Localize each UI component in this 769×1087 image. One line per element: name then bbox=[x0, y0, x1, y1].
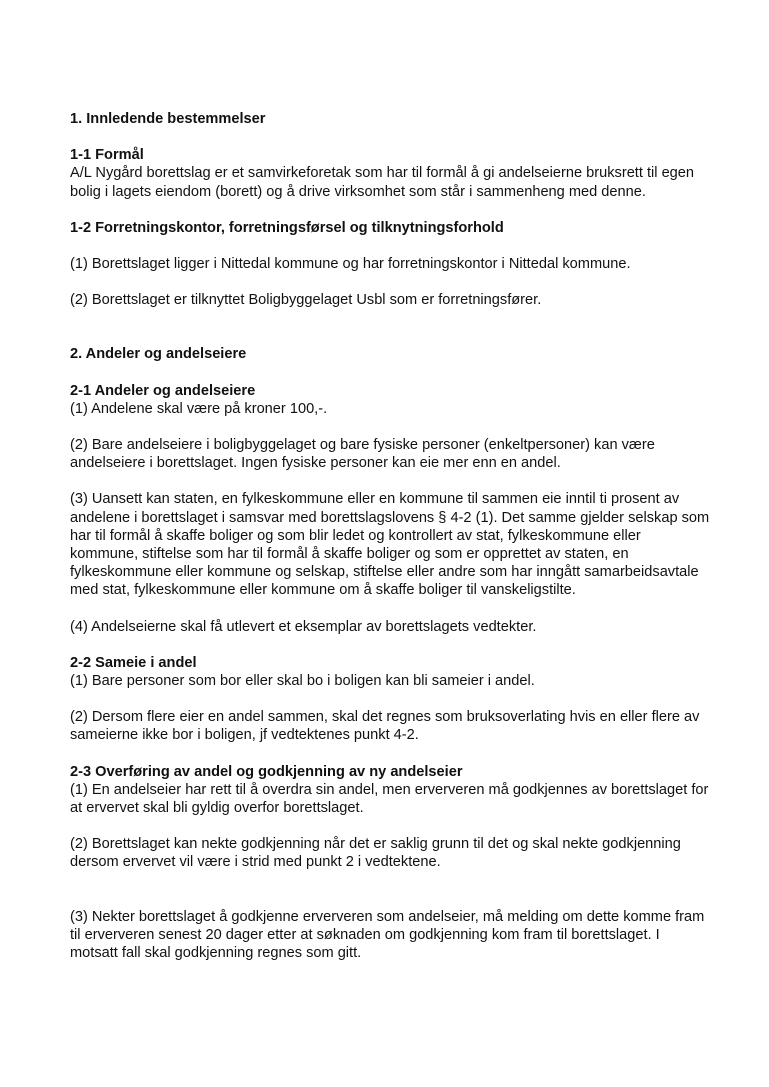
section-1-2-title: 1-2 Forretningskontor, forretningsførsel og tilknytningsforhold bbox=[70, 219, 504, 236]
section-2-2-paragraph-1: (1) Bare personer som bor eller skal bo i boligen kan bli sameier i andel. bbox=[70, 673, 535, 690]
section-1-heading: 1. Innledende bestemmelser bbox=[70, 111, 266, 127]
section-2-2-title: 2-2 Sameie i andel bbox=[70, 654, 197, 671]
section-1-1-paragraph-1: A/L Nygård borettslag er et samvirkeforetak som har til formål å gi andelseierne bruksrett til egen bolig i lagets eiendom (borett) og å drive virksomhet som står i sammenheng med denne. bbox=[70, 165, 695, 200]
section-1-1-title: 1-1 Formål bbox=[70, 147, 144, 164]
section-2-3-paragraph-1: (1) En andelseier har rett til å overdra sin andel, men erververen må godkjennes av borettslaget for at ervervet skal bli gyldig overfor borettslaget. bbox=[70, 781, 709, 817]
section-2-1-paragraph-3: (3) Uansett kan staten, en fylkeskommune eller en kommune til sammen eie inntil ti prosent av andelene i borettslaget i samsvar med borettslagslovens § 4-2 (1). Det samme gjelder selskap som har til formål å skaffe boliger og som blir ledet og kontrollert av stat, fylkeskommune eller kommune, stiftelse som har til formål å skaffe boliger og som er opprettet av staten, en fylkeskommune eller kommune og selskap, stiftelse eller andre som har inngått samarbeidsavtale med stat, fylkeskommune eller kommune om å skaffe boliger til vanskeligstilte. bbox=[70, 491, 710, 599]
section-2-1-paragraph-1: (1) Andelene skal være på kroner 100,-. bbox=[70, 400, 328, 417]
section-2-1-title: 2-1 Andeler og andelseiere bbox=[70, 382, 256, 399]
document-page bbox=[70, 110, 710, 962]
section-2-3-paragraph-2: (2) Borettslaget kan nekte godkjenning når det er saklig grunn til det og skal nekte godkjenning dersom ervervet vil være i strid med punkt 2 i vedtektene. bbox=[70, 836, 681, 871]
section-2-1-paragraph-4: (4) Andelseierne skal få utlevert et eksemplar av borettslagets vedtekter. bbox=[70, 618, 537, 635]
section-2-1-paragraph-2: (2) Bare andelseiere i boligbyggelaget og bare fysiske personer (enkeltpersoner) kan være andelseiere i borettslaget. Ingen fysiske personer kan eie mer enn en andel. bbox=[70, 437, 655, 472]
section-2-heading: 2. Andeler og andelseiere bbox=[70, 346, 247, 363]
section-1-2-paragraph-2: (2) Borettslaget er tilknyttet Boligbyggelaget Usbl som er forretningsfører. bbox=[70, 292, 542, 309]
section-2-3-title: 2-3 Overføring av andel og godkjenning av ny andelseier bbox=[70, 763, 463, 780]
section-1-2-paragraph-1: (1) Borettslaget ligger i Nittedal kommune og har forretningskontor i Nittedal kommune. bbox=[70, 256, 631, 273]
section-2-3-paragraph-3: (3) Nekter borettslaget å godkjenne erververen som andelseier, må melding om dette komme fram til erververen senest 20 dager etter at søknaden om godkjenning kom fram til borettslaget. I motsatt fall skal godkjenning regnes som gitt. bbox=[70, 908, 705, 962]
section-2-2-paragraph-2: (2) Dersom flere eier en andel sammen, skal det regnes som bruksoverlating hvis en eller flere av sameierne ikke bor i boligen, jf vedtektenes punkt 4-2. bbox=[70, 709, 700, 744]
